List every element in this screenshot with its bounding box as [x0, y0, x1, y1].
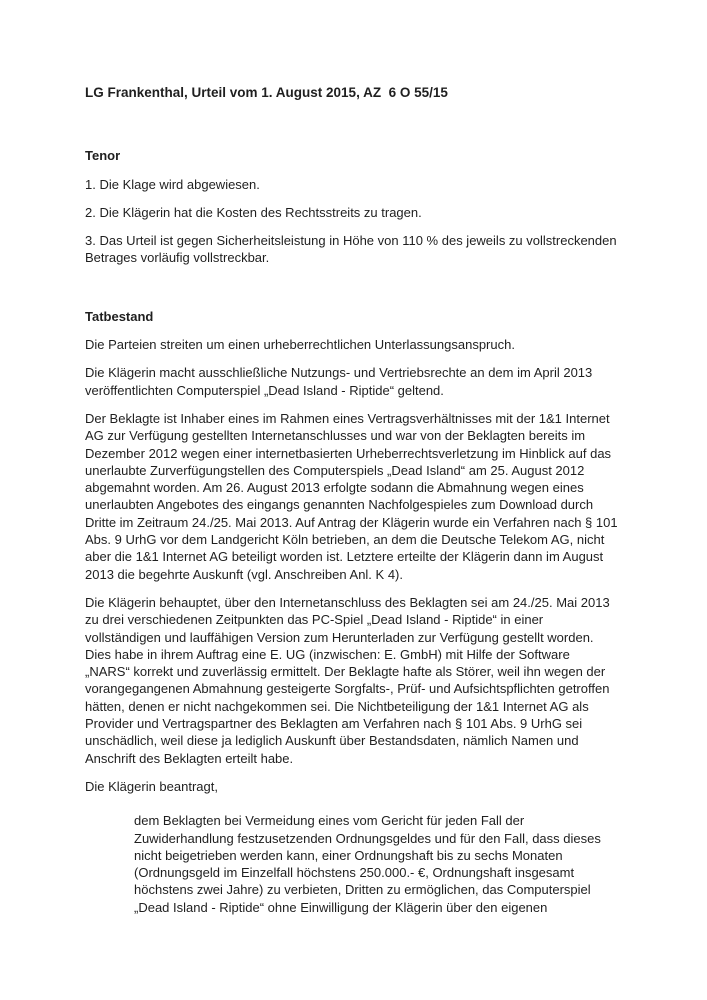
tatbestand-paragraph-4: Die Klägerin behauptet, über den Internetanschluss des Beklagten sei am 24./25. Mai 2013 zu drei verschiedenen Zeitpunkten das PC-Spiel „Dead Island - Riptide“ in einer vollständigen und lauffähigen Version zum Herunterladen zur Verfügung gestellt worden. Dies habe in ihrem Auftrag eine E. UG (inzwischen: E. GmbH) mit Hilfe der Software „NARS“ korrekt und zuverlässig ermittelt. Der Beklagte hafte als Störer, weil ihn wegen der vorangegangenen Abmahnung gesteigerte Sorgfalts-, Prüf- und Aufsichtspflichten getroffen hätten, denen er nicht nachgekommen sei. Die Nichtbeteiligung der 1&1 Internet AG als Provider und Vertragspartner des Beklagten am Verfahren nach § 101 Abs. 9 UrhG sei unschädlich, weil diese ja lediglich Auskunft über Bestandsdaten, nämlich Namen und Anschrift des Beklagten erteilt habe.	[85, 594, 610, 766]
tatbestand-paragraph-5: Die Klägerin beantragt,	[85, 778, 218, 794]
section-heading-tatbestand: Tatbestand	[85, 308, 154, 324]
tenor-item-2: 2. Die Klägerin hat die Kosten des Rechtsstreits zu tragen.	[85, 204, 422, 220]
tenor-item-3: 3. Das Urteil ist gegen Sicherheitsleistung in Höhe von 110 % des jeweils zu vollstreckenden Betrages vorläufig vollstreckbar.	[85, 233, 617, 266]
petition-paragraph: dem Beklagten bei Vermeidung eines vom Gericht für jeden Fall der Zuwiderhandlung festzusetzenden Ordnungsgeldes und für den Fall, dass dieses nicht beigetrieben werden kann, einer Ordnungshaft bis zu sechs Monaten (Ordnungsgeld im Einzelfall höchstens 250.000.- €, Ordnungshaft insgesamt höchstens zwei Jahre) zu verbieten, Dritten zu ermöglichen, das Computerspiel „Dead Island - Riptide“ ohne Einwilligung der Klägerin über den eigenen	[134, 813, 601, 915]
document-title: LG Frankenthal, Urteil vom 1. August 2015, AZ 6 O 55/15	[85, 85, 448, 100]
section-heading-tenor: Tenor	[85, 148, 121, 164]
section-tenor	[85, 147, 618, 266]
tatbestand-paragraph-3: Der Beklagte ist Inhaber eines im Rahmen eines Vertragsverhältnisses mit der 1&1 Internet AG zur Verfügung gestellten Internetanschlusses und war von der Beklagten bereits im Dezember 2012 wegen einer internetbasierten Urheberrechtsverletzung im Hinblick auf das unerlaubte Zurverfügungstellen des Computerspiels „Dead Island“ am 25. August 2012 abgemahnt worden. Am 26. August 2013 erfolgte sodann die Abmahnung wegen eines unerlaubten Angebotes des eingangs genannten Nachfolgespieles zum Download durch Dritte im Zeitraum 24./25. Mai 2013. Auf Antrag der Klägerin wurde ein Verfahren nach § 101 Abs. 9 UrhG vor dem Landgericht Köln betrieben, an dem die Deutsche Telekom AG, nicht aber die 1&1 Internet AG beteiligt worden ist. Letztere erteilte der Klägerin dann im August 2013 die begehrte Auskunft (vgl. Anschreiben Anl. K 4).	[85, 410, 618, 582]
tatbestand-paragraph-1: Die Parteien streiten um einen urheberrechtlichen Unterlassungsanspruch.	[85, 337, 515, 353]
section-tatbestand	[85, 308, 618, 916]
tenor-item-1: 1. Die Klage wird abgewiesen.	[85, 176, 260, 192]
tatbestand-paragraph-2: Die Klägerin macht ausschließliche Nutzungs- und Vertriebsrechte an dem im April 2013 veröffentlichten Computerspiel „Dead Island - Riptide“ geltend.	[85, 365, 593, 398]
